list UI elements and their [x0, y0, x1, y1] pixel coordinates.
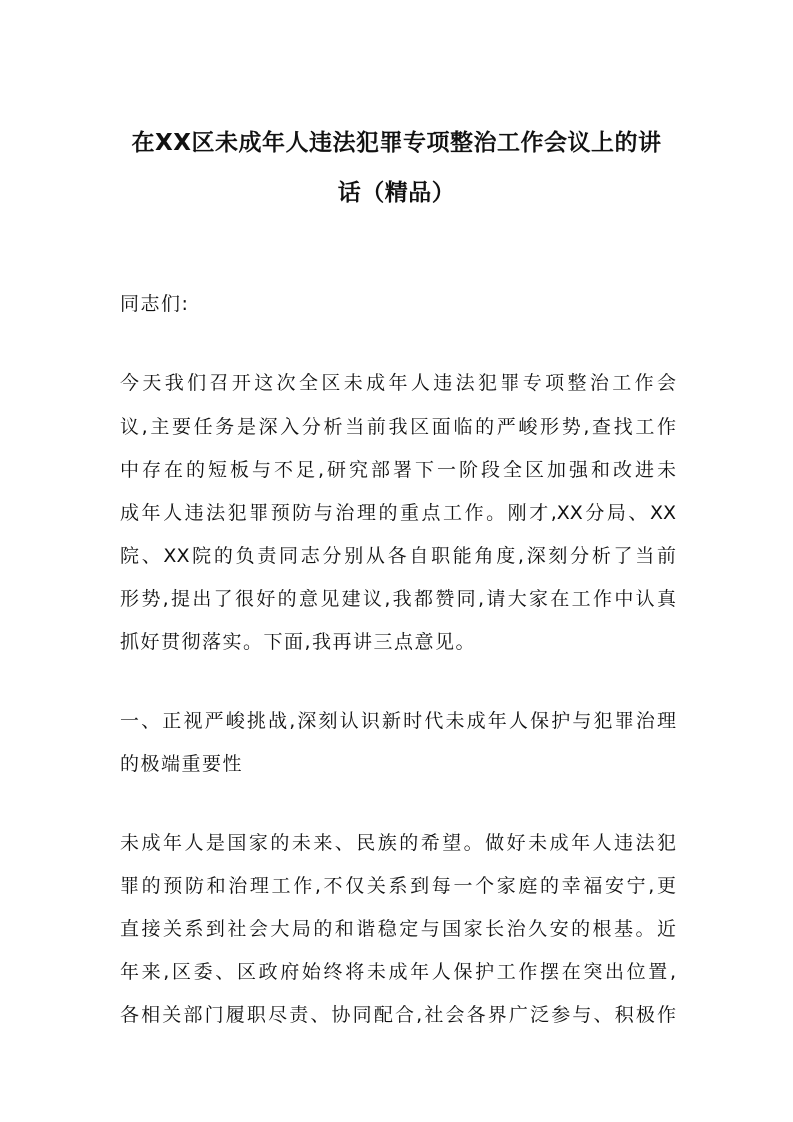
paragraph-1-line: 成年人违法犯罪预防与治理的重点工作。刚才,XX分局、XX: [120, 502, 676, 524]
document-title-line-2: 话（精品）: [337, 180, 456, 206]
paragraph-1-line: 今天我们召开这次全区未成年人违法犯罪专项整治工作会: [120, 372, 676, 394]
section-heading-1-line: 的极端重要性: [120, 753, 244, 775]
paragraph-1-line: 中存在的短板与不足,研究部署下一阶段全区加强和改进未: [120, 459, 676, 481]
paragraph-2-line: 直接关系到社会大局的和谐稳定与国家长治久安的根基。近: [120, 918, 676, 940]
salutation: 同志们:: [120, 293, 190, 315]
paragraph-2-line: 年来,区委、区政府始终将未成年人保护工作摆在突出位置,: [120, 961, 676, 983]
paragraph-1-line: 形势,提出了很好的意见建议,我都赞同,请大家在工作中认真: [120, 588, 676, 610]
paragraph-2-line: 各相关部门履职尽责、协同配合,社会各界广泛参与、积极作: [120, 1004, 676, 1026]
paragraph-2-line: 罪的预防和治理工作,不仅关系到每一个家庭的幸福安宁,更: [120, 875, 676, 897]
document-title-line-1: 在XX区未成年人违法犯罪专项整治工作会议上的讲: [131, 130, 662, 156]
paragraph-2-line: 未成年人是国家的未来、民族的希望。做好未成年人违法犯: [120, 832, 676, 854]
paragraph-1-line: 抓好贯彻落实。下面,我再讲三点意见。: [120, 631, 477, 653]
paragraph-1-line: 议,主要任务是深入分析当前我区面临的严峻形势,查找工作: [120, 416, 676, 438]
section-heading-1-line: 一、正视严峻挑战,深刻认识新时代未成年人保护与犯罪治理: [120, 710, 676, 732]
paragraph-1-line: 院、XX院的负责同志分别从各自职能角度,深刻分析了当前: [120, 545, 676, 567]
